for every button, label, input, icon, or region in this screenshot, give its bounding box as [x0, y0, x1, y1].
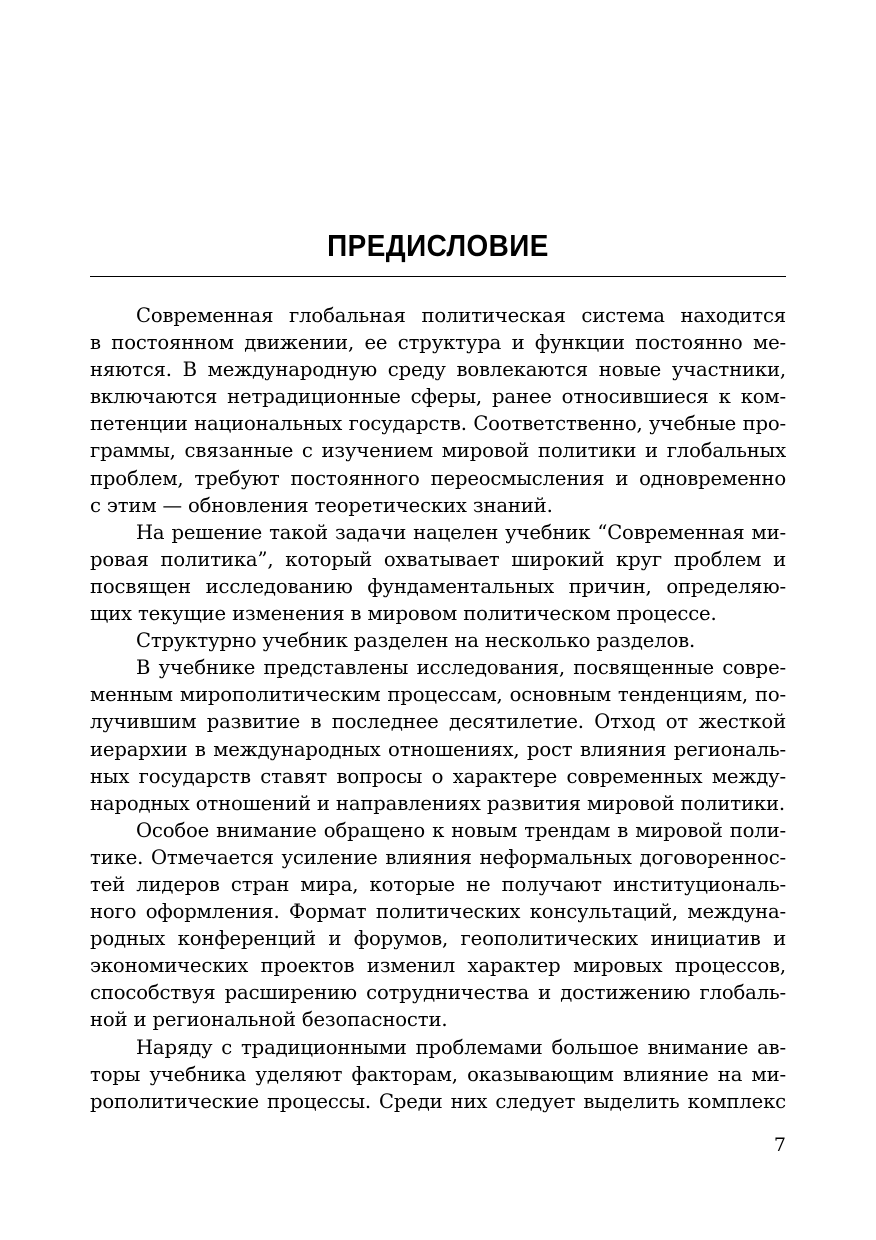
- text-line: включаются нетрадиционные сферы, ранее относившиеся к ком-: [90, 385, 786, 409]
- text-line: На решение такой задачи нацелен учебник “Современная ми-: [136, 520, 786, 544]
- page-number: 7: [773, 1134, 786, 1156]
- text-line: торы учебника уделяют факторам, оказывающим влияние на ми-: [90, 1062, 786, 1086]
- book-page: [90, 0, 786, 1240]
- text-line: тей лидеров стран мира, которые не получают институциональ-: [90, 872, 786, 896]
- text-line: ровая политика”, который охватывает широкий круг проблем и: [90, 547, 786, 571]
- text-line: менным мирополитическим процессам, основным тенденциям, по-: [90, 683, 786, 707]
- text-line: экономических проектов изменил характер мировых процессов,: [90, 954, 786, 978]
- text-line: посвящен исследованию фундаментальных причин, определяю-: [90, 574, 786, 598]
- text-line: в постоянном движении, ее структура и функции постоянно ме-: [90, 331, 786, 355]
- text-line: ной и региональной безопасности.: [90, 1008, 448, 1032]
- text-line: народных отношений и направлениях развития мировой политики.: [90, 791, 785, 815]
- text-line: рополитические процессы. Среди них следует выделить комплекс: [90, 1089, 786, 1113]
- text-line: Современная глобальная политическая система находится: [136, 304, 786, 327]
- text-line: тике. Отмечается усиление влияния неформальных договореннос-: [90, 845, 786, 869]
- text-line: щих текущие изменения в мировом политическом процессе.: [90, 602, 717, 626]
- text-line: Особое внимание обращено к новым трендам в мировой поли-: [136, 818, 786, 842]
- text-line: лучившим развитие в последнее десятилетие. Отход от жесткой: [90, 710, 786, 734]
- title-rule: [90, 276, 786, 277]
- text-line: с этим — обновления теоретических знаний.: [90, 493, 553, 517]
- text-line: ного оформления. Формат политических консультаций, междуна-: [90, 900, 786, 924]
- text-line: петенции национальных государств. Соответственно, учебные про-: [90, 412, 786, 436]
- text-line: Структурно учебник разделен на несколько разделов.: [136, 629, 696, 653]
- text-line: Наряду с традиционными проблемами большое внимание ав-: [136, 1035, 786, 1059]
- text-line: В учебнике представлены исследования, посвященные совре-: [136, 656, 786, 680]
- text-line: родных конференций и форумов, геополитических инициатив и: [90, 927, 786, 951]
- text-line: граммы, связанные с изучением мировой политики и глобальных: [90, 439, 786, 463]
- text-line: иерархии в международных отношениях, рост влияния региональ-: [90, 737, 786, 761]
- text-line: няются. В международную среду вовлекаются новые участники,: [90, 358, 786, 382]
- chapter-title: ПРЕДИСЛОВИЕ: [327, 228, 549, 263]
- text-line: способствуя расширению сотрудничества и достижению глобаль-: [90, 981, 786, 1005]
- text-line: проблем, требуют постоянного переосмысления и одновременно: [90, 466, 786, 490]
- preface-text: [90, 302, 786, 1115]
- text-line: ных государств ставят вопросы о характере современных между-: [90, 764, 786, 788]
